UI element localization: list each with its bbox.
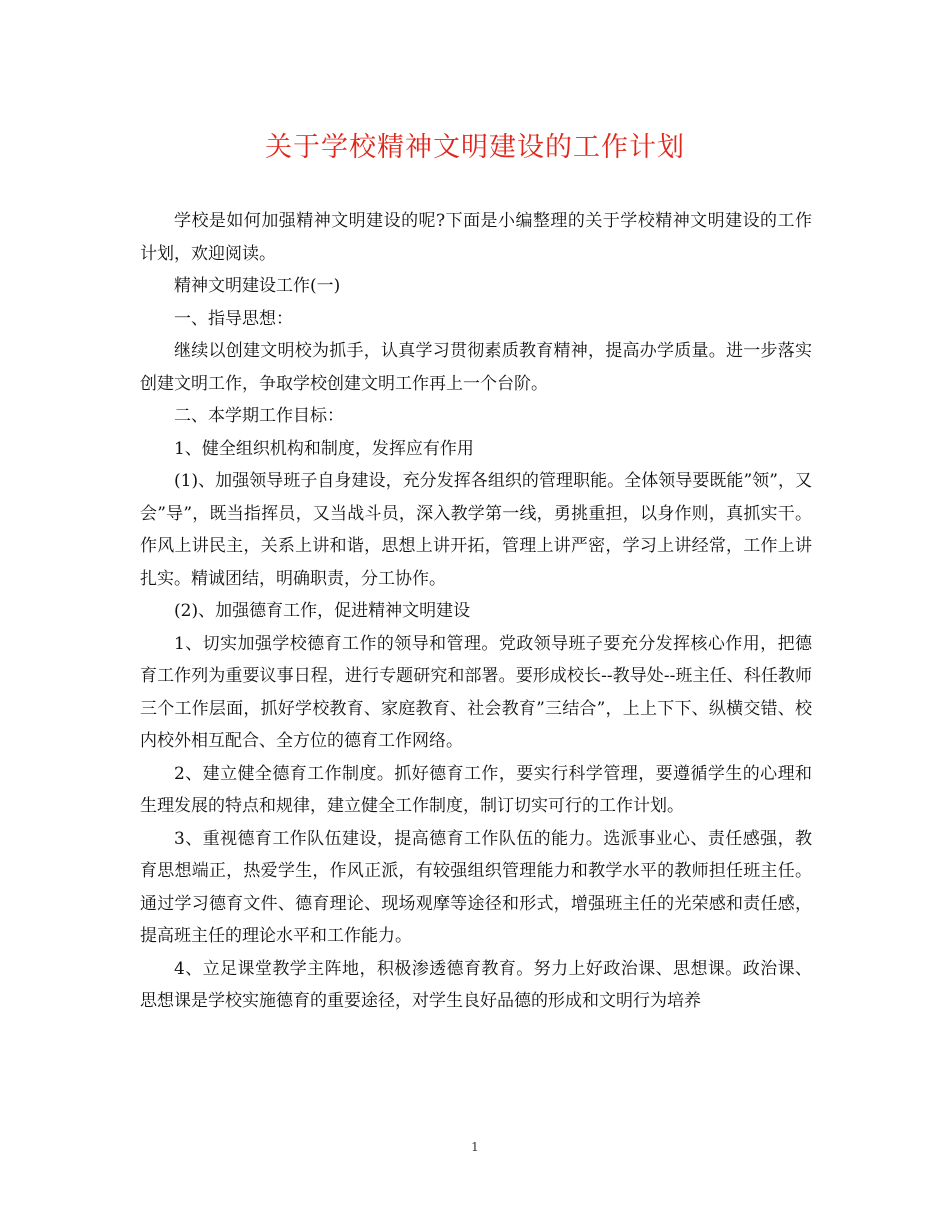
page-number: 1 [471, 1140, 479, 1154]
paragraph-item-2: (2)、加强德育工作，促进精神文明建设 [174, 601, 471, 621]
paragraph-goal-1: 1、健全组织机构和制度，发挥应有作用 [174, 438, 474, 459]
paragraph-moral-4: 4、立足课堂教学主阵地，积极渗透德育教育。努力上好政治课、思想课。政治课、思想课是学校实施德育的重要途径，对学生良好品德的形成和文明行为培养 [140, 958, 812, 1011]
paragraph-moral-3: 3、重视德育工作队伍建设，提高德育工作队伍的能力。选派事业心、责任感强，教育思想端正，热爱学生，作风正派，有较强组织管理能力和教学水平的教师担任班主任。通过学习德育文件、德育理论、现场观摩等途径和形式，增强班主任的光荣感和责任感，提高班主任的理论水平和工作能力。 [140, 828, 812, 946]
paragraph-section-heading: 精神文明建设工作(一) [174, 276, 341, 296]
paragraph-moral-1: 1、切实加强学校德育工作的领导和管理。党政领导班子要充分发挥核心作用，把德育工作列为重要议事日程，进行专题研究和部署。要形成校长--教导处--班主任、科任教师三个工作层面，抓好学校教育、家庭教育、社会教育”三结合”，上上下下、纵横交错、校内校外相互配合、全方位的德育工作网络。 [140, 633, 812, 751]
paragraph-heading-goals: 二、本学期工作目标： [174, 406, 344, 426]
paragraph-item-1: (1)、加强领导班子自身建设，充分发挥各组织的管理职能。全体领导要既能”领”，又会”导”，既当指挥员，又当战斗员，深入教学第一线，勇挑重担，以身作则，真抓实干。作风上讲民主，关系上讲和谐，思想上讲开拓，管理上讲严密，学习上讲经常，工作上讲扎实。精诚团结，明确职责，分工协作。 [140, 471, 812, 589]
paragraph-guiding-thought: 继续以创建文明校为抓手，认真学习贯彻素质教育精神，提高办学质量。进一步落实创建文明工作，争取学校创建文明工作再上一个台阶。 [140, 341, 812, 394]
document-title: 关于学校精神文明建设的工作计划 [265, 132, 685, 163]
document-body [140, 205, 812, 1018]
paragraph-moral-2: 2、建立健全德育工作制度。抓好德育工作，要实行科学管理，要遵循学生的心理和生理发展的特点和规律，建立健全工作制度，制订切实可行的工作计划。 [140, 763, 812, 816]
paragraph-heading-guiding-thought: 一、指导思想： [174, 308, 293, 329]
paragraph-intro: 学校是如何加强精神文明建设的呢?下面是小编整理的关于学校精神文明建设的工作计划，欢迎阅读。 [140, 211, 812, 264]
